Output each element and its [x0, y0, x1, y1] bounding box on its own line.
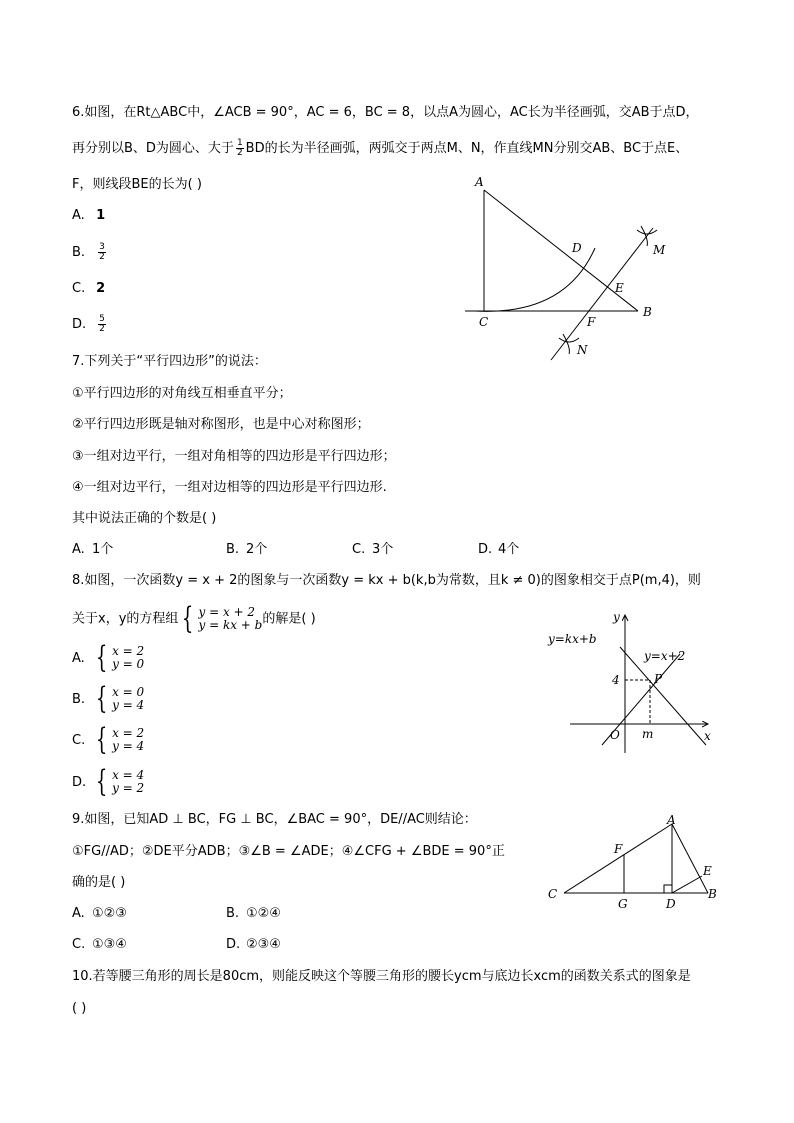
- q6-arc-mark-m1: [637, 230, 657, 234]
- q8-label-p: P: [654, 672, 663, 686]
- q9-label-c: C: [548, 887, 558, 901]
- q6-option-c[interactable]: [72, 280, 105, 298]
- q7-item-3: ③一组对边平行，一组对角相等的四边形是平行四边形；: [72, 449, 396, 464]
- q8-option-c-row-2: y = 4: [112, 739, 145, 753]
- q7-option-a-label: A.: [72, 542, 85, 557]
- q6-label-f: F: [587, 315, 596, 329]
- q7-option-d-label: D.: [478, 542, 493, 557]
- q8-option-b-label: B.: [72, 691, 86, 707]
- q8-option-c-label: C.: [72, 732, 86, 748]
- q9-stem-line1: 9.如图，已知AD ⊥ BC，FG ⊥ BC，∠BAC = 90°，DE//AC则结论：: [72, 812, 477, 827]
- q8-option-a-row-1: x = 2: [112, 644, 145, 658]
- q7-option-d[interactable]: [478, 541, 519, 559]
- q8-stem-line1: 8.如图，一次函数y = x + 2的图象与一次函数y = kx + b(k,b为常数，且k ≠ 0)的图象相交于点P(m,4)，则: [72, 573, 701, 588]
- q6-fraction-num: 1: [236, 138, 243, 148]
- q9-option-b[interactable]: [226, 905, 281, 923]
- q8-option-a-label: A.: [72, 650, 85, 666]
- q6-option-d[interactable]: [72, 315, 108, 334]
- q6-stem-line3: F，则线段BE的长为( ): [72, 177, 202, 192]
- q8-label-line1: y=kx+b: [548, 632, 597, 646]
- q6-option-b-label: B.: [72, 245, 86, 260]
- q6-option-b-fraction: [98, 243, 106, 262]
- q8-label-m: m: [642, 727, 654, 741]
- q9-option-c-value: ①③④: [92, 937, 127, 952]
- q6-label-m: M: [653, 243, 666, 257]
- q6-option-d-fraction: [98, 315, 106, 334]
- q7-option-c[interactable]: [352, 541, 393, 559]
- q6-option-a[interactable]: [72, 207, 105, 225]
- q6-option-b-num: 3: [99, 242, 105, 252]
- q8-option-a-row-2: y = 0: [112, 657, 145, 671]
- q7-stem: 7.下列关于“平行四边形”的说法：: [72, 354, 267, 369]
- q8-label-y: y: [613, 610, 620, 624]
- q6-stem-line2-b: BD的长为半径画弧，两弧交于两点M、N，作直线MN分别交AB、BC于点E、: [245, 141, 689, 156]
- q9-right-angle-mark: [664, 885, 672, 893]
- q7-item-2: ②平行四边形既是轴对称图形，也是中心对称图形；: [72, 417, 370, 432]
- q9-option-a-label: A.: [72, 906, 85, 921]
- q8-option-d-label: D.: [72, 774, 87, 790]
- q9-option-a[interactable]: [72, 905, 127, 923]
- q9-label-g: G: [618, 897, 628, 910]
- q8-option-b-row-1: x = 0: [112, 685, 145, 699]
- q9-option-a-value: ①②③: [92, 906, 127, 921]
- q9-option-d-value: ②③④: [246, 937, 281, 952]
- q8-stem-line2-a: 关于x，y的方程组: [72, 611, 179, 627]
- q9-segment-de: [672, 876, 702, 893]
- q9-option-b-value: ①②④: [246, 906, 281, 921]
- q6-figure: [455, 170, 685, 370]
- q6-option-c-label: C.: [72, 281, 86, 296]
- q6-option-b[interactable]: [72, 243, 108, 262]
- q8-equation-system: { y = x + 2 y = kx + b: [182, 601, 263, 636]
- q6-label-a: A: [475, 175, 484, 189]
- q8-label-origin: O: [610, 728, 620, 742]
- q9-option-d[interactable]: [226, 936, 281, 954]
- q10-stem-line1: 10.若等腰三角形的周长是80cm，则能反映这个等腰三角形的腰长ycm与底边长xcm的函数关系式的图象是: [72, 969, 691, 984]
- q8-stem-line2: [72, 601, 316, 636]
- q6-stem-line2-a: 再分别以B、D为圆心、大于: [72, 141, 234, 156]
- q7-option-d-value: 4个: [498, 542, 520, 557]
- q9-label-d: D: [666, 897, 676, 910]
- q8-option-a[interactable]: [72, 640, 145, 675]
- q6-stem-line1: 6.如图，在Rt△ABC中，∠ACB = 90°，AC = 6，BC = 8，以点A为圆心，AC长为半径画弧，交AB于点D，: [72, 105, 699, 120]
- q10-stem-line2: ( ): [72, 1001, 87, 1016]
- q8-option-a-system: { x = 2 y = 0: [95, 640, 145, 675]
- q9-label-a: A: [667, 813, 676, 827]
- q9-figure: [540, 810, 730, 910]
- q6-arc-mark-n1: [559, 338, 579, 342]
- q7-option-b-label: B.: [226, 542, 240, 557]
- q7-option-c-label: C.: [352, 542, 366, 557]
- q6-option-d-num: 5: [99, 314, 105, 324]
- q7-option-a-value: 1个: [92, 542, 114, 557]
- q9-label-e: E: [703, 864, 712, 878]
- q8-figure: [540, 605, 730, 760]
- q8-system-row-2: y = kx + b: [198, 618, 263, 632]
- q8-stem-line2-b: 的解是( ): [262, 611, 316, 627]
- q8-option-d-row-2: y = 2: [112, 781, 145, 795]
- q6-option-b-den: 2: [99, 252, 105, 262]
- q7-question: 其中说法正确的个数是( ): [72, 511, 217, 526]
- q6-option-a-value: 1: [96, 208, 106, 223]
- q8-system-row-1: y = x + 2: [198, 605, 256, 619]
- q7-option-c-value: 3个: [372, 542, 394, 557]
- q9-segment-ca: [564, 824, 672, 893]
- q6-arc: [475, 248, 595, 311]
- q8-option-b[interactable]: [72, 681, 145, 716]
- q9-option-c-label: C.: [72, 937, 86, 952]
- q6-fraction: [236, 139, 244, 158]
- q7-item-4: ④一组对边平行，一组对边相等的四边形是平行四边形.: [72, 480, 387, 495]
- q9-option-b-label: B.: [226, 906, 240, 921]
- q7-item-1: ①平行四边形的对角线互相垂直平分；: [72, 386, 292, 401]
- q8-option-c-row-1: x = 2: [112, 726, 145, 740]
- q8-option-c-system: { x = 2 y = 4: [95, 722, 145, 757]
- q6-fraction-den: 2: [236, 148, 243, 158]
- q7-option-a[interactable]: [72, 541, 113, 559]
- q7-option-b[interactable]: [226, 541, 267, 559]
- q6-option-d-label: D.: [72, 317, 87, 332]
- q9-label-f: F: [614, 842, 623, 856]
- q8-option-d-row-1: x = 4: [112, 768, 145, 782]
- q9-stem-line2: ①FG//AD；②DE平分ADB；③∠B = ∠ADE；④∠CFG + ∠BDE = 90°正: [72, 844, 505, 859]
- q6-label-c: C: [479, 315, 489, 329]
- q8-option-d-system: { x = 4 y = 2: [95, 764, 145, 799]
- q9-stem-line3: 确的是( ): [72, 875, 126, 890]
- q6-option-d-den: 2: [99, 324, 105, 334]
- q8-option-d[interactable]: [72, 764, 145, 799]
- q8-label-line2: y=x+2: [644, 649, 686, 663]
- q8-label-x: x: [704, 729, 711, 743]
- q6-label-d: D: [572, 241, 582, 255]
- q8-option-b-system: { x = 0 y = 4: [95, 681, 145, 716]
- q8-option-c[interactable]: [72, 722, 145, 757]
- q6-option-a-label: A.: [72, 208, 85, 223]
- q6-stem-line2: [72, 139, 688, 158]
- q6-option-c-value: 2: [96, 281, 106, 296]
- q9-option-d-label: D.: [226, 937, 241, 952]
- q8-option-b-row-2: y = 4: [112, 698, 145, 712]
- q6-label-n: N: [577, 343, 588, 357]
- q6-label-b: B: [643, 305, 652, 319]
- q8-label-four: 4: [612, 673, 620, 687]
- q7-option-b-value: 2个: [246, 542, 268, 557]
- q9-option-c[interactable]: [72, 936, 127, 954]
- q6-label-e: E: [615, 281, 624, 295]
- q9-label-b: B: [708, 887, 717, 901]
